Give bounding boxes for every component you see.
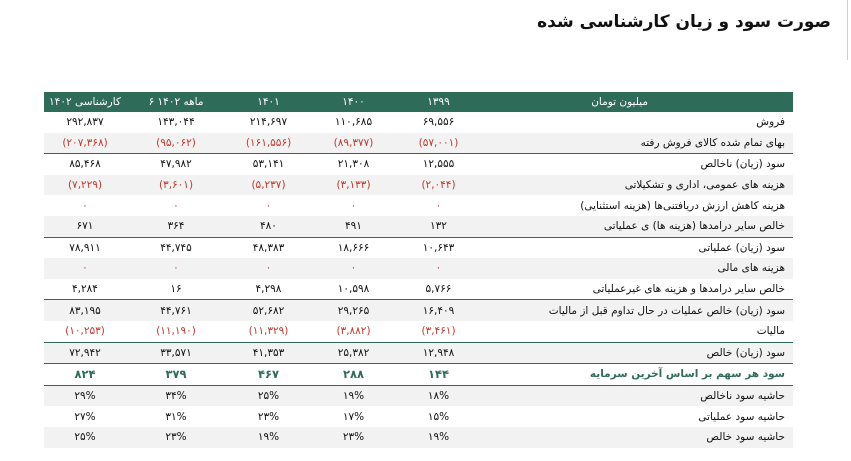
table-row	[44, 154, 793, 175]
table-cell: ۴۱,۳۵۳	[226, 342, 311, 364]
table-cell: ۳۳,۵۷۱	[126, 342, 226, 364]
row-label: خالص سایر درامدها (هزینه ها) ی عملیاتی	[481, 216, 793, 237]
table-cell: (۱۱,۳۲۹)	[248, 325, 289, 338]
table-cell: ۱۷%	[342, 410, 365, 423]
column-header-6m-1402: ۶ ماهه ۱۴۰۲	[126, 92, 226, 112]
table-cell: ۱۳۲	[396, 216, 481, 237]
table-cell: ۶۹,۵۵۶	[422, 116, 455, 129]
table-row	[44, 385, 793, 406]
table-row	[44, 321, 793, 342]
table-cell: ۲۳%	[311, 427, 396, 448]
column-header-expert-1402: کارشناسی ۱۴۰۲	[44, 92, 126, 112]
table-header-row	[44, 92, 793, 112]
table-cell: (۱۶۱,۵۵۶)	[226, 133, 311, 154]
table-cell: (۵۷,۰۰۱)	[396, 133, 481, 154]
table-cell: ۱۵%	[427, 410, 450, 423]
table-cell: ۱۸,۶۶۶	[311, 237, 396, 258]
table-cell: ۲۹۲,۸۳۷	[66, 116, 104, 129]
table-row	[44, 195, 793, 216]
table-cell: ۱۴۳,۰۴۴	[157, 116, 195, 129]
table-cell: ۴۹۱	[311, 216, 396, 237]
row-label: سود (زیان) خالص	[481, 342, 793, 364]
table-cell: ۲۹,۲۶۵	[311, 300, 396, 321]
table-cell: (۳,۴۶۱)	[421, 325, 456, 338]
row-label: سود (زیان) عملیاتی	[481, 237, 793, 258]
table-cell: ۴۸۰	[226, 216, 311, 237]
table-cell: ۰	[126, 258, 226, 279]
table-cell: (۹۵,۰۶۲)	[126, 133, 226, 154]
table-row	[44, 175, 793, 196]
table-cell: ۴,۲۸۴	[72, 283, 98, 296]
table-cell: ۵۳,۱۴۱	[226, 154, 311, 175]
table-cell: ۴۸,۳۸۳	[226, 237, 311, 258]
income-statement-table	[44, 92, 793, 448]
table-row	[44, 216, 793, 237]
table-cell: ۲۳%	[126, 427, 226, 448]
table-cell: ۲۳%	[257, 410, 280, 423]
table-cell: ۲۵,۳۸۲	[311, 342, 396, 364]
column-header-unit: میلیون تومان	[481, 92, 793, 112]
table-cell: ۱۰,۶۴۳	[396, 237, 481, 258]
table-row	[44, 133, 793, 154]
table-cell: ۲۱,۳۰۸	[311, 154, 396, 175]
column-header-1401: ۱۴۰۱	[226, 92, 311, 112]
table-cell: (۱۰,۲۵۳)	[65, 325, 105, 338]
table-cell: ۳۷۹	[126, 364, 226, 386]
table-cell: ۵,۷۶۶	[425, 283, 452, 296]
table-cell: ۴۴,۷۴۵	[126, 237, 226, 258]
table-cell: ۸۳,۱۹۵	[44, 300, 126, 321]
table-row	[44, 427, 793, 448]
table-cell: (۳,۶۰۱)	[126, 175, 226, 196]
table-cell: ۰	[265, 199, 272, 212]
table-cell: ۴۶۷	[226, 364, 311, 386]
table-cell: ۸۵,۴۶۸	[44, 154, 126, 175]
table-cell: ۰	[226, 258, 311, 279]
table-row	[44, 237, 793, 258]
row-label: فروش	[756, 116, 785, 129]
table-cell: ۱۹%	[226, 427, 311, 448]
row-label: هزینه های مالی	[481, 258, 793, 279]
table-cell: ۲۷%	[74, 410, 96, 423]
table-row	[44, 300, 793, 321]
table-row	[44, 406, 793, 427]
table-cell: ۲۹%	[44, 385, 126, 406]
table-cell: ۷۲,۹۴۲	[44, 342, 126, 364]
table-cell: ۱۰,۵۹۸	[337, 283, 370, 296]
table-row	[44, 112, 793, 133]
table-cell: ۰	[82, 199, 88, 212]
table-cell: (۳,۱۳۳)	[311, 175, 396, 196]
table-cell: ۴,۲۹۸	[255, 283, 282, 296]
table-cell: ۱۹%	[396, 427, 481, 448]
row-label: هزینه کاهش ارزش دریافتنی‌ها (هزینه استثنایی)	[580, 199, 785, 212]
row-label: سود هر سهم بر اساس آخرین سرمایه	[481, 364, 793, 386]
row-label: مالیات	[756, 325, 785, 338]
table-cell: ۰	[173, 199, 179, 212]
row-label: هزینه های عمومی، اداری و تشکیلاتی	[481, 175, 793, 196]
table-cell: (۱۱,۱۹۰)	[156, 325, 196, 338]
table-cell: ۳۱%	[165, 410, 187, 423]
table-cell: (۷,۲۲۹)	[44, 175, 126, 196]
table-row	[44, 258, 793, 279]
table-cell: ۱۶,۴۰۹	[396, 300, 481, 321]
table-cell: ۱۸%	[396, 385, 481, 406]
table-cell: ۰	[396, 258, 481, 279]
table-cell: (۸۹,۳۷۷)	[311, 133, 396, 154]
table-cell: ۱۲,۵۵۵	[396, 154, 481, 175]
page-title: صورت سود و زیان کارشناسی شده	[537, 12, 831, 32]
table-cell: ۲۵%	[44, 427, 126, 448]
table-row	[44, 279, 793, 300]
table-cell: ۰	[44, 258, 126, 279]
table-cell: ۴۷,۹۸۲	[126, 154, 226, 175]
table-cell: ۸۲۴	[44, 364, 126, 386]
table-cell: (۲۰۷,۳۶۸)	[44, 133, 126, 154]
table-cell: ۲۱۴,۶۹۷	[249, 116, 288, 129]
table-cell: ۱۴۴	[396, 364, 481, 386]
row-label: بهای تمام شده کالای فروش رفته	[481, 133, 793, 154]
table-row	[44, 342, 793, 364]
table-cell: ۱۶	[170, 283, 182, 296]
table-cell: ۵۲,۶۸۲	[226, 300, 311, 321]
table-cell: ۱۲,۹۴۸	[396, 342, 481, 364]
table-cell: ۰	[435, 199, 442, 212]
table-cell: ۱۱۰,۶۸۵	[334, 116, 373, 129]
table-cell: (۵,۲۳۷)	[226, 175, 311, 196]
row-label: حاشیه سود عملیاتی	[698, 410, 785, 423]
table-cell: ۴۴,۷۶۱	[126, 300, 226, 321]
table-cell: ۶۷۱	[44, 216, 126, 237]
column-header-1400: ۱۴۰۰	[311, 92, 396, 112]
table-cell: ۷۸,۹۱۱	[44, 237, 126, 258]
row-label: حاشیه سود ناخالص	[481, 385, 793, 406]
table-cell: ۳۴%	[126, 385, 226, 406]
row-label: سود (زیان) خالص عملیات در حال تداوم قبل از مالیات	[481, 300, 793, 321]
table-cell: (۲,۰۴۴)	[396, 175, 481, 196]
table-row	[44, 364, 793, 386]
column-header-1399: ۱۳۹۹	[396, 92, 481, 112]
row-label: حاشیه سود خالص	[481, 427, 793, 448]
table-cell: ۱۹%	[311, 385, 396, 406]
table-cell: ۲۸۸	[311, 364, 396, 386]
row-label: سود (زیان) ناخالص	[481, 154, 793, 175]
title-divider	[847, 0, 848, 60]
table-cell: ۲۵%	[226, 385, 311, 406]
table-cell: ۳۶۴	[126, 216, 226, 237]
row-label: خالص سایر درامدها و هزینه های غیرعملیاتی	[592, 283, 785, 296]
table-cell: (۳,۸۸۲)	[336, 325, 371, 338]
table-cell: ۰	[311, 258, 396, 279]
table-cell: ۰	[350, 199, 357, 212]
